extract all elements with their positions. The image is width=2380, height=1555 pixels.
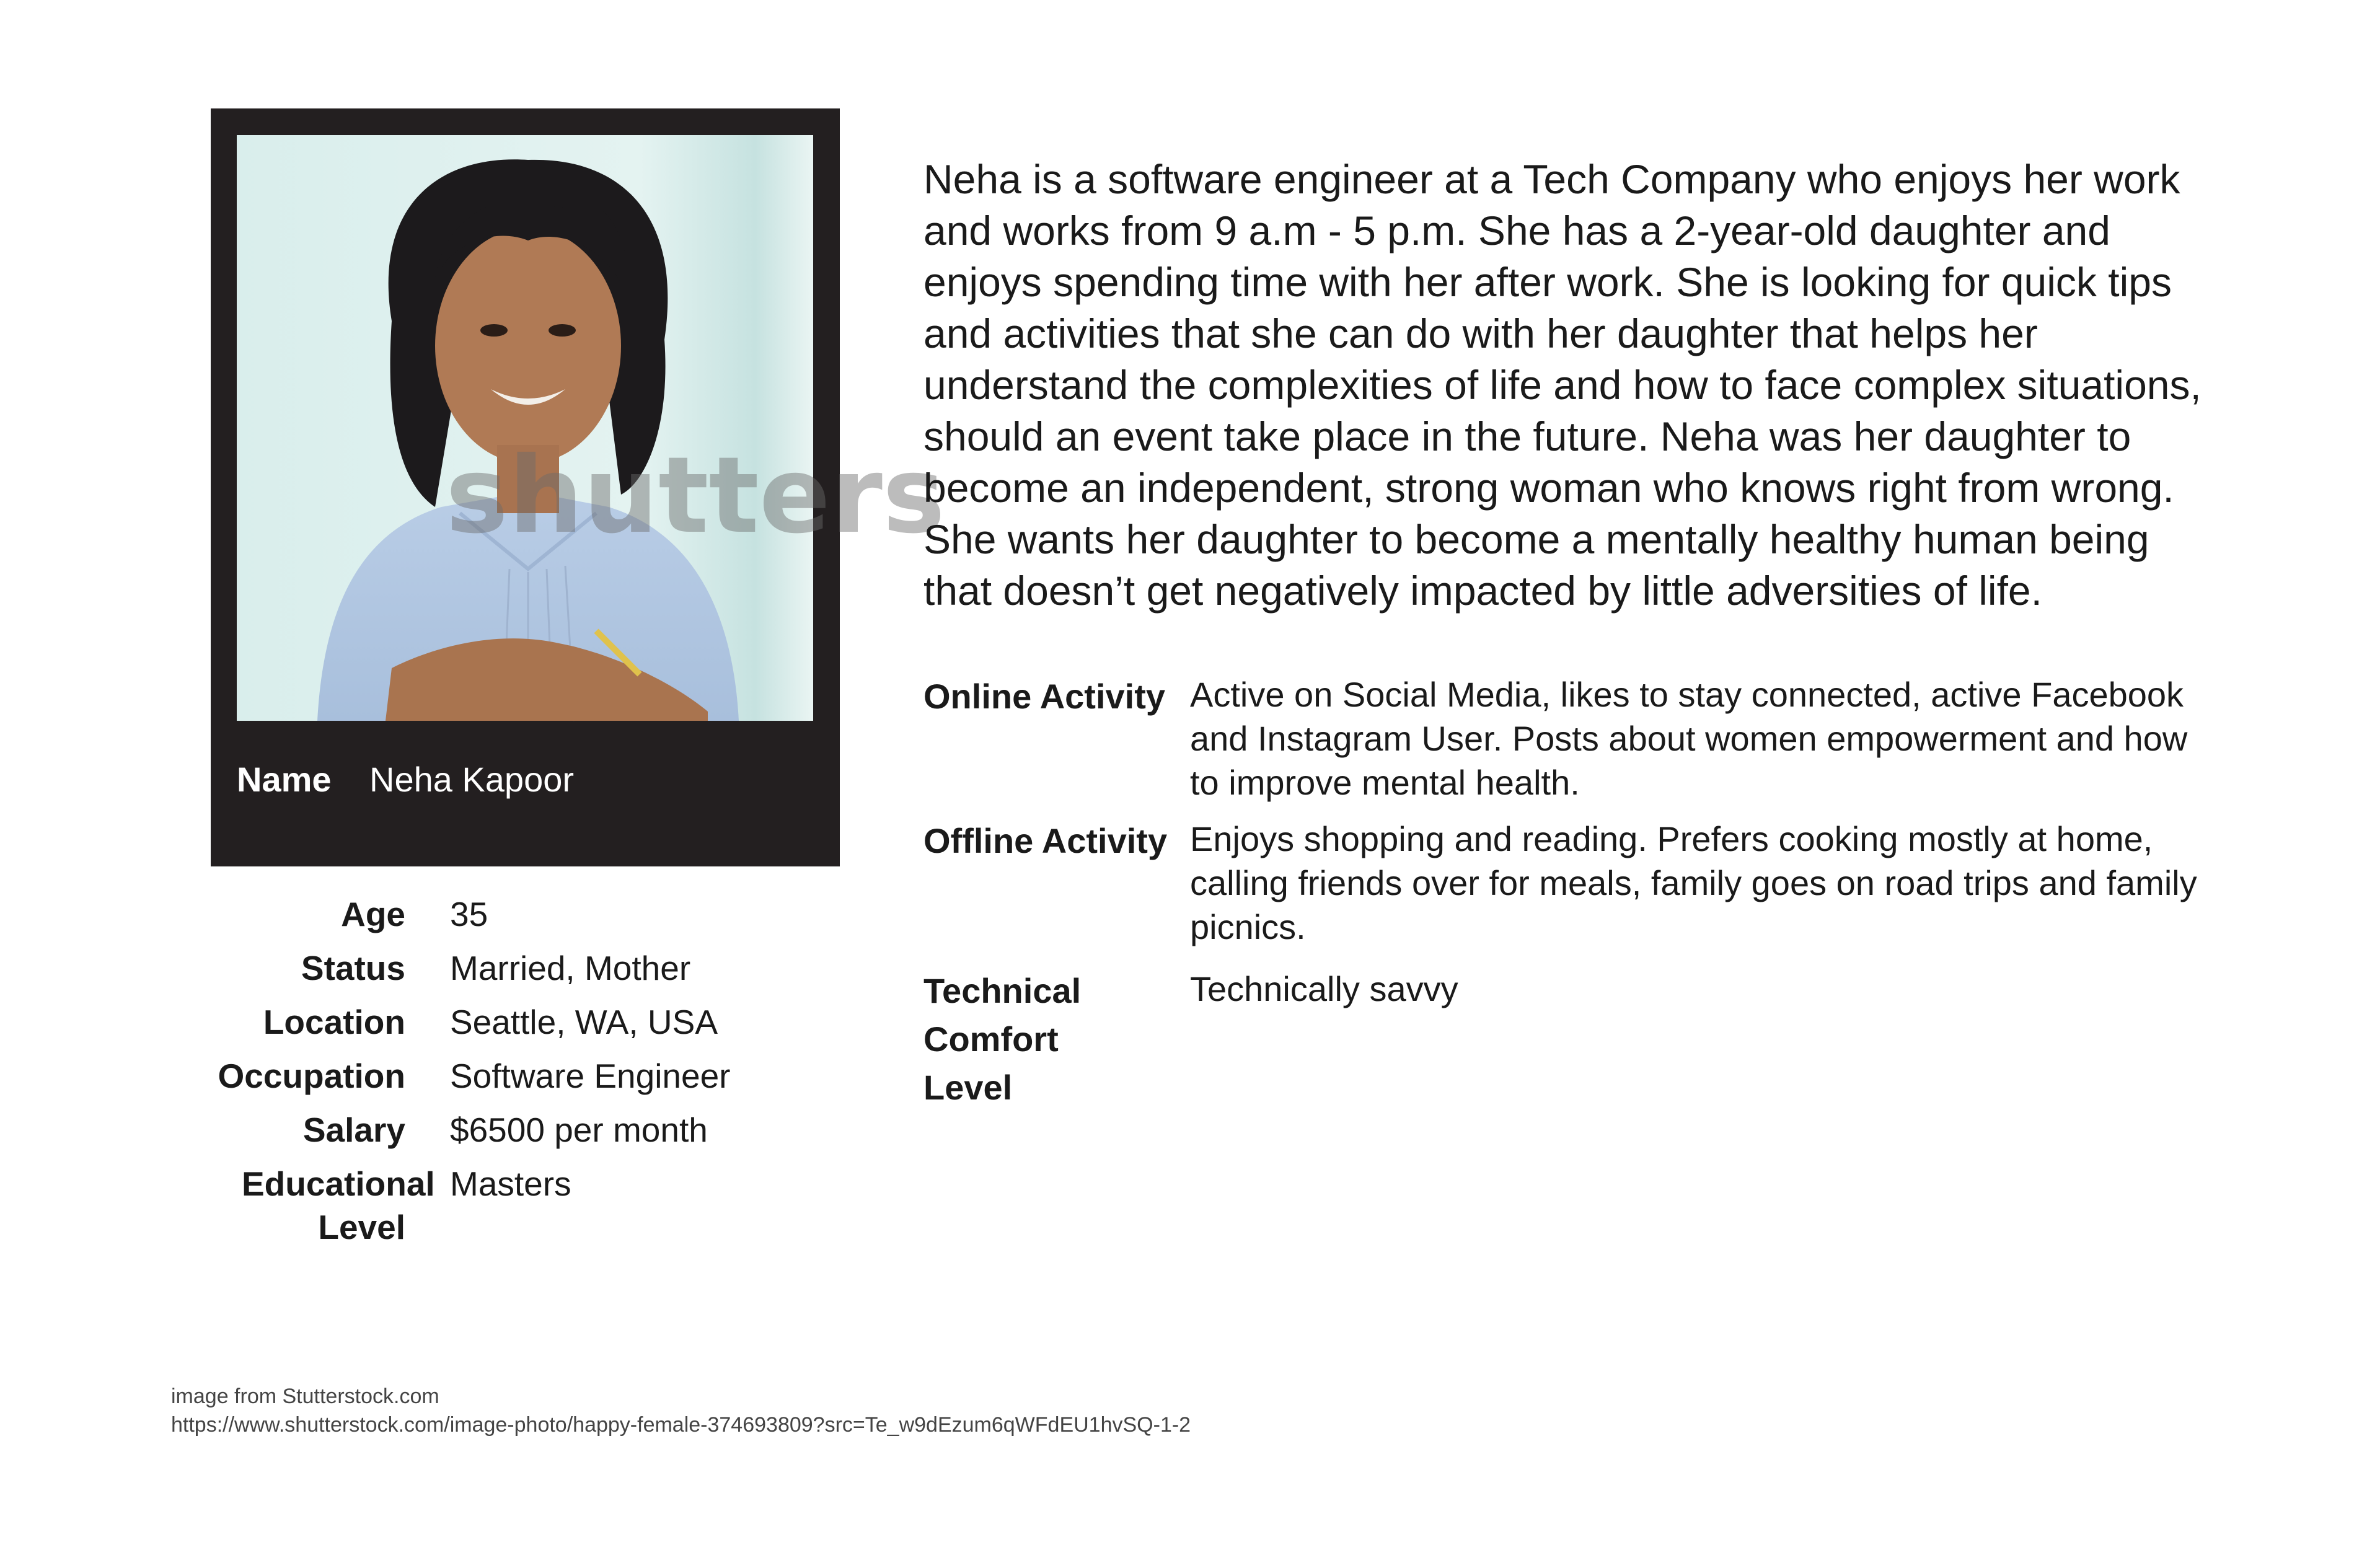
detail-row (205, 1162, 762, 1249)
attribute-label-offline: Offline Activity (923, 821, 1168, 860)
attribute-row-technical (923, 967, 2225, 1112)
name-row (237, 759, 574, 800)
detail-label-age: Age (341, 895, 405, 933)
detail-value-status: Married, Mother (450, 949, 691, 987)
persona-card (211, 108, 946, 866)
credit-url[interactable]: https://www.shutterstock.com/image-photo/happy-female-374693809?src=Te_w9dEzum6qWFdEU1hvSQ-1-2 (171, 1413, 1191, 1437)
attribute-value-technical: Technically savvy (1190, 969, 1458, 1008)
detail-row (205, 892, 762, 936)
svg-text:shutters: shutters (445, 434, 946, 557)
detail-row (205, 1054, 762, 1098)
name-value: Neha Kapoor (369, 760, 575, 799)
attribute-row-offline (923, 817, 2225, 949)
attribute-value-offline: Enjoys shopping and reading. Prefers cooking mostly at home, calling friends over for meals, family goes on road trips and family picnics. (1190, 819, 2197, 946)
portrait-image (237, 135, 946, 721)
credit-source: image from Stutterstock.com (171, 1385, 439, 1408)
image-credit (171, 1382, 1191, 1439)
attribute-row-online (923, 672, 2225, 804)
attribute-label-technical: Technical Comfort Level (923, 971, 1082, 1107)
detail-value-location: Seattle, WA, USA (450, 1003, 718, 1041)
name-label: Name (237, 760, 332, 799)
detail-label-education: Educational Level (242, 1165, 435, 1246)
detail-label-occupation: Occupation (218, 1057, 405, 1095)
persona-photo (237, 135, 946, 721)
detail-value-education: Masters (450, 1165, 571, 1203)
detail-value-salary: $6500 per month (450, 1111, 708, 1149)
detail-row (205, 946, 762, 990)
detail-value-occupation: Software Engineer (450, 1057, 731, 1095)
detail-value-age: 35 (450, 895, 488, 933)
attribute-value-online: Active on Social Media, likes to stay connected, active Facebook and Instagram User. Posts about women empowerment and how to improve mental health. (1190, 675, 2188, 802)
detail-label-location: Location (263, 1003, 405, 1041)
detail-row (205, 1108, 762, 1152)
detail-label-status: Status (301, 949, 405, 987)
details-list (205, 892, 762, 1259)
persona-bio: Neha is a software engineer at a Tech Company who enjoys her work and works from 9 a.m - 5 p.m. She has a 2-year-old daughter and enjoys spending time with her after work. She is looking for quick tips and activities that she can do with her daughter that helps her understand the complexities of life and how to face complex situations, should an event take place in the future. Neha was her daughter to become an independent, strong woman who knows right from wrong. She wants her daughter to become a mentally healthy human being that doesn’t get negatively impacted by little adversities of life. (923, 156, 2202, 614)
detail-row (205, 1000, 762, 1044)
detail-label-salary: Salary (302, 1111, 405, 1149)
attribute-label-online: Online Activity (923, 677, 1166, 716)
